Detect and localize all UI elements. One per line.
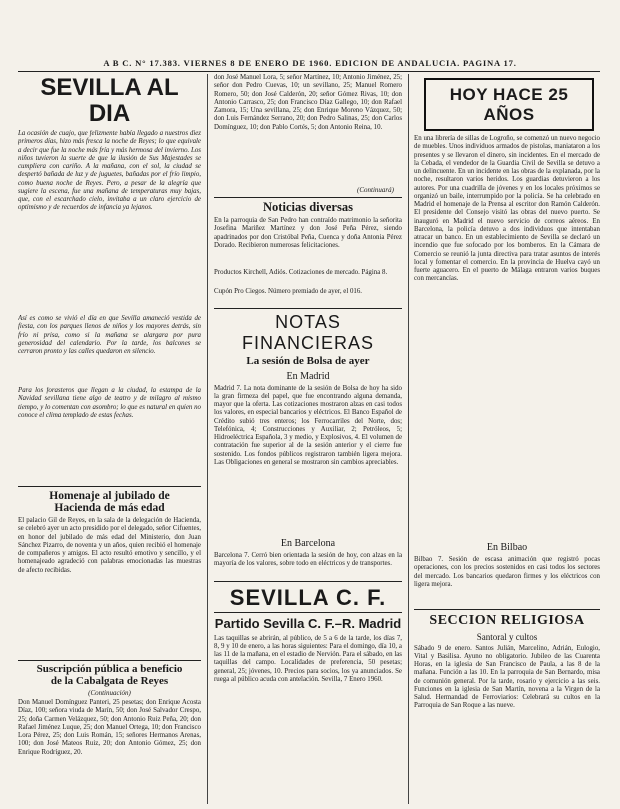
list-continuation: don José Manuel Lora, 5; señor Martínez, 10; Antonio Jiménez, 25; señor don Pedro Cuevas, 10; un sevillano, 25; Manuel Romero Romero, 50; don José Calderón, 20; señor Gómez Rivas, 10; don Antonio Carrasco, 25; don Francisco Díaz Gallego, 10; don Rafael Zamora, 15; Una sevillana, 25; don Enrique Moreno Vázquez, 50; don Luis Fernández Serrano, 20; don Pedro Salinas, 25; don Carlos Domínguez, 10; don Pablo Cortés, 5; don Antonio Reina, 10. (214, 74, 402, 131)
article-cupon: Cupón Pro Ciegos. Número premiado de ayer, el 016. (214, 288, 363, 296)
article-paragraph: Para los forasteros que llegan a la ciudad, la estampa de la Navidad sevillana tiene algo de teatro y de milagro al mismo tiempo, y lo comentan con asombro; lo que es natural en quien no conoce el clima templado de estas fechas. (18, 387, 201, 419)
article-paragraph: Así es como se vivió el día en que Sevilla amaneció vestida de fiesta, con los parques llenos de niños y los mayores detrás, sin frío ni prisa, como si la mañana se alargara por pura generosidad del calendario. Por la tarde, los balcones se cerraron pronto y las calles quedaron en silencio. (18, 315, 201, 355)
article-partido: Las taquillas se abrirán, al público, de 5 a 6 de la tarde, los días 7, 8, 9 y 10 de enero, a las horas siguientes: Para el domingo, día 10, a las 11 de la mañana, en el estadio de Nervión. Para el sábado, en las taquillas del campo. Localidades de preferencia, 50 pesetas; general, 25; jóvenes, 10. Precios para socios, los ya anunciados. Se ruega al público acuda con antelación. Sevilla, 7 Enero 1960. (214, 634, 402, 683)
article-intro: La ocasión de cuajo, que felizmente había llegado a nuestros diez primeros días, hizo más fresca la noche de Reyes; lo que equivale a decir que fue la noche más fría y más hermosa del invierno. Los niños tuvieron la suerte de que la ilusión de Sus Majestades se cumpliera con cariño. A la mañana, con el sol, la ciudad se despertó bañada de luz y de juguetes, bañadas por el frío limpio, como buena noche de Reyes. Pero, a pesar de la alegría que sugiere la escena, fue una mañana de temperaturas muy bajas, que, con el escarchado cielo, invitaba a un claro ejercicio de optimismo y de recuerdos de infancia ya lejanos. (18, 130, 201, 212)
divider (214, 581, 402, 582)
column-1 (18, 74, 201, 804)
divider (18, 486, 201, 487)
subtitle-bilbao: En Bilbao (486, 542, 528, 553)
article-bolsa-bilbao: Bilbao 7. Sesión de escasa animación que registró pocas operaciones, con los precios sostenidos en casi todos los sectores del mercado. Los bancarios quedaron firmes y los eléctricos con ligera mejora. (414, 556, 600, 588)
article-hoy-hace-25-anos: En una librería de sillas de Logroño, se comenzó un nuevo negocio de muebles. Unos individuos armados de pistolas, maniataron a los presentes y se llevaron el dinero, sin incidentes. En el mercado de la Cebada, el vendedor de la Guardia Civil de Sevilla se detuvo a un delincuente. En un incidente en las obras de la explanada, por la noche, resultaron varios heridos. Los guardias detuvieron a los autores. Por una cuadrilla de jóvenes y en los locales próximos se organizó un baile, interrumpido por la policía. Se ha celebrado en Madrid el homenaje de la Prensa al escritor don Ramón Calderón. El presidente del Consejo visitó las obras del nuevo puerto. Se inauguró en Madrid el nuevo servicio de correos aéreos. En Barcelona, la policía detuvo a dos individuos que intentaban atracar un banco. En un establecimiento de Sevilla se declaró un incendio que fue sofocado por los bomberos. En la Cámara de Comercio se reunió la junta directiva para tratar asuntos de interés local y fomentar el comercio. En la provincia de Huelva cayó un fuerte aguacero. En el puerto de Málaga entraron varios buques con mercancías. (414, 135, 600, 283)
subtitle-madrid: En Madrid (286, 370, 330, 382)
headline-homenaje: Homenaje al jubilado de (49, 490, 170, 502)
article-productos: Productos Kirchell, Adiós. Cotizaciones de mercado. Página 8. (214, 269, 388, 277)
headline-noticias-diversas: Noticias diversas (263, 200, 353, 214)
subtitle-barcelona: En Barcelona (280, 537, 336, 549)
divider (18, 660, 201, 661)
subtitle-continuacion: (Continuación) (88, 689, 131, 698)
article-noticias: En la parroquia de San Pedro han contraído matrimonio la señorita Josefina Mariñez Martínez y don José Peña Pérez, siendo apadrinados por don Cristóbal Peña, Cuenca y doña Antonia Pérez Dorado. Recibieron numerosas felicitaciones. (214, 217, 402, 249)
column-divider (207, 74, 208, 804)
article-homenaje: El palacio Gil de Reyes, en la sala de la delegación de Hacienda, se celebró ayer un acto presidido por el delegado, señor Cifuentes, en honor del jubilado de más edad del Ministerio, don Juan Sánchez Pizarro, de noventa y un años, quien recibió el homenaje de compañeros y amigos. El acto resultó emotivo y sencillo, y el homenajeado agradeció con palabras emocionadas las muestras de afecto recibidas. (18, 517, 201, 574)
subtitle-santoral: Santoral y cultos (476, 631, 538, 642)
headline-partido: Partido Sevilla C. F.–R. Madrid (214, 615, 402, 631)
headline-suscripcion: Suscripción pública a beneficio (36, 663, 183, 676)
headline-homenaje-line2: Hacienda de más edad (54, 502, 165, 515)
header-rule (18, 71, 600, 72)
boxed-headline-hoy-hace-25-anos: HOY HACE 25 AÑOS (424, 78, 594, 131)
headline-seccion-religiosa: SECCION RELIGIOSA (429, 613, 585, 628)
article-santoral: Sábado 9 de enero. Santos Julián, Marcelino, Adrián, Eulogio, Vital y Basilisa. Ayuno no obligatorio. Jubileo de las Cuarenta Horas, en la iglesia de San Francisco de Paula, a las 8 de la mañana. Función a las 10. En la parroquia de San Bernardo, misa de comunión general. Por la tarde, rosario y ejercicio a las seis. Funciones en la iglesia de San Martín, novena a la Virgen de la Salud. Hermandad de Ferroviarios: Celebrará su cultos en la Parroquia de San Roque a las nueve. (414, 644, 600, 710)
column-divider (408, 74, 409, 804)
article-suscripcion: Don Manuel Domínguez Panteri, 25 pesetas; don Enrique Acosta Díaz, 100; señora viuda de Marín, 50; don José Salvador Crespo, 25; doña Carmen Velázquez, 50; don Antonio Ruiz Peña, 20; don Rafael Jiménez Luque, 25; don Manuel Ortega, 10; don Francisco Lora Pérez, 25; don Luis Román, 15; señores Hermanos Arenas, 100; don José Mateos Ruiz, 20; don Antonio Gómez, 25; don Enrique Rodríguez, 20. (18, 699, 201, 756)
headline-sesion-bolsa: La sesión de Bolsa de ayer (246, 355, 370, 368)
divider (214, 612, 402, 613)
column-2 (214, 74, 402, 804)
divider (214, 197, 402, 198)
page-header: A B C. N° 17.383. VIERNES 8 DE ENERO DE 1960. EDICION DE ANDALUCIA. PAGINA 17. (103, 58, 517, 68)
section-title-sevilla-al-dia: SEVILLA AL DIA (40, 74, 179, 127)
article-bolsa-madrid: Madrid 7. La nota dominante de la sesión de Bolsa de hoy ha sido la gran firmeza del papel, que fue encontrando alguna demanda, mayor que la oferta. Las cotizaciones mostraron alzas en casi todos los valores, en especial bancarios y eléctricos. El Banco Español de Crédito subió tres enteros; los Ferrocarriles del Norte, dos; Telefónica, 4; Construcciones y Auxiliar, 2; Petróleos, 5; Hidroeléctrica Española, 3 y medio, y Explosivos, 4. El volumen de contratación fue superior al de la sesión anterior y el cierre fue sostenido. Los fondos públicos registraron también ligera mejora. Las Obligaciones en general se mostraron sin cambios apreciables. (214, 384, 402, 466)
headline-notas-financieras: NOTAS FINANCIERAS (241, 312, 375, 354)
headline-sevilla-cf: SEVILLA C. F. (229, 584, 387, 610)
divider (414, 609, 600, 610)
continued-label: (Continuará) (357, 186, 394, 194)
headline-suscripcion-line2: de la Cabalgata de Reyes (50, 674, 169, 687)
column-3 (414, 74, 600, 804)
article-bolsa-barcelona: Barcelona 7. Cerró bien orientada la sesión de hoy, con alzas en la mayoría de los valores, sobre todo en eléctricos y de transportes. (214, 551, 402, 567)
divider (214, 308, 402, 309)
